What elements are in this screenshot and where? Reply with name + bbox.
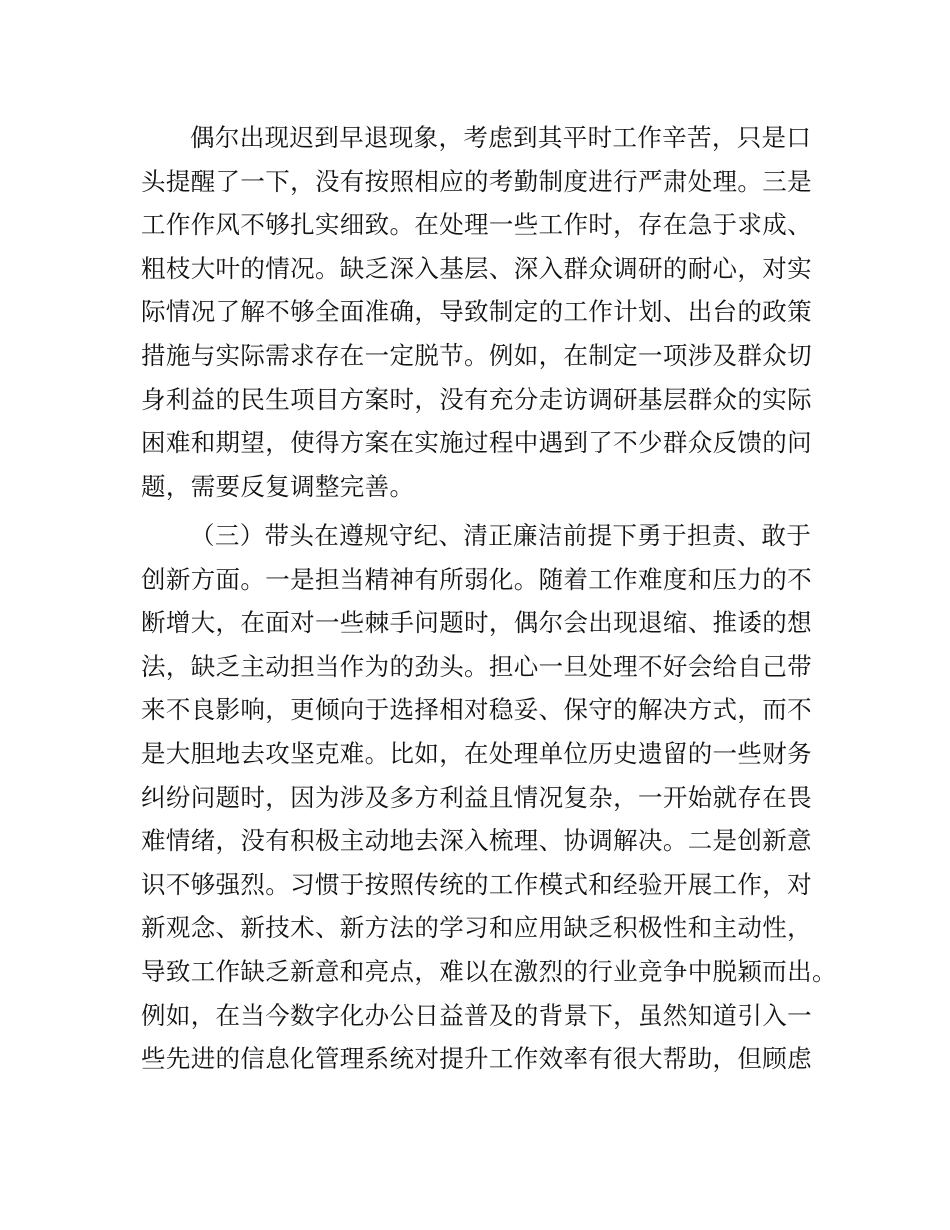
section-heading-line: （三）带头在遵规守纪、清正廉洁前提下勇于担责、敢于: [190, 521, 812, 550]
text-line: 些先进的信息化管理系统对提升工作效率有很大帮助，但顾虑: [141, 1044, 812, 1074]
text-line: 导致工作缺乏新意和亮点，难以在激烈的行业竞争中脱颖而出。: [141, 956, 837, 986]
text-line: 例如，在当今数字化办公日益普及的背景下，虽然知道引入一: [141, 1000, 812, 1030]
text-line: 创新方面。一是担当精神有所弱化。随着工作难度和压力的不: [141, 564, 812, 594]
text-line: 偶尔出现迟到早退现象，考虑到其平时工作辛苦，只是口: [190, 123, 812, 152]
text-line: 身利益的民生项目方案时，没有充分走访调研基层群众的实际: [141, 384, 812, 414]
text-line: 际情况了解不够全面准确，导致制定的工作计划、出台的政策: [141, 297, 812, 327]
text-line: 识不够强烈。习惯于按照传统的工作模式和经验开展工作，对: [141, 869, 812, 899]
paragraph-work-style: [141, 116, 821, 508]
text-line: 是大胆地去攻坚克难。比如，在处理单位历史遗留的一些财务: [141, 738, 812, 768]
text-line: 难情绪，没有积极主动地去深入梳理、协调解决。二是创新意: [141, 826, 812, 856]
text-line: 来不良影响，更倾向于选择相对稳妥、保守的解决方式，而不: [141, 695, 812, 725]
text-line: 断增大，在面对一些棘手问题时，偶尔会出现退缩、推诿的想: [141, 608, 812, 638]
paragraph-section-three: [141, 514, 837, 1081]
text-line: 法，缺乏主动担当作为的劲头。担心一旦处理不好会给自己带: [141, 651, 812, 681]
text-line: 新观念、新技术、新方法的学习和应用缺乏积极性和主动性，: [141, 913, 812, 943]
text-line: 工作作风不够扎实细致。在处理一些工作时，存在急于求成、: [141, 210, 812, 240]
text-line: 措施与实际需求存在一定脱节。例如，在制定一项涉及群众切: [141, 340, 812, 370]
text-line: 头提醒了一下，没有按照相应的考勤制度进行严肃处理。三是: [141, 166, 812, 196]
text-line: 困难和期望，使得方案在实施过程中遇到了不少群众反馈的问: [141, 428, 812, 458]
text-line: 纠纷问题时，因为涉及多方利益且情况复杂，一开始就存在畏: [141, 782, 812, 812]
text-line: 题，需要反复调整完善。: [141, 471, 415, 501]
text-line: 粗枝大叶的情况。缺乏深入基层、深入群众调研的耐心，对实: [141, 253, 812, 283]
